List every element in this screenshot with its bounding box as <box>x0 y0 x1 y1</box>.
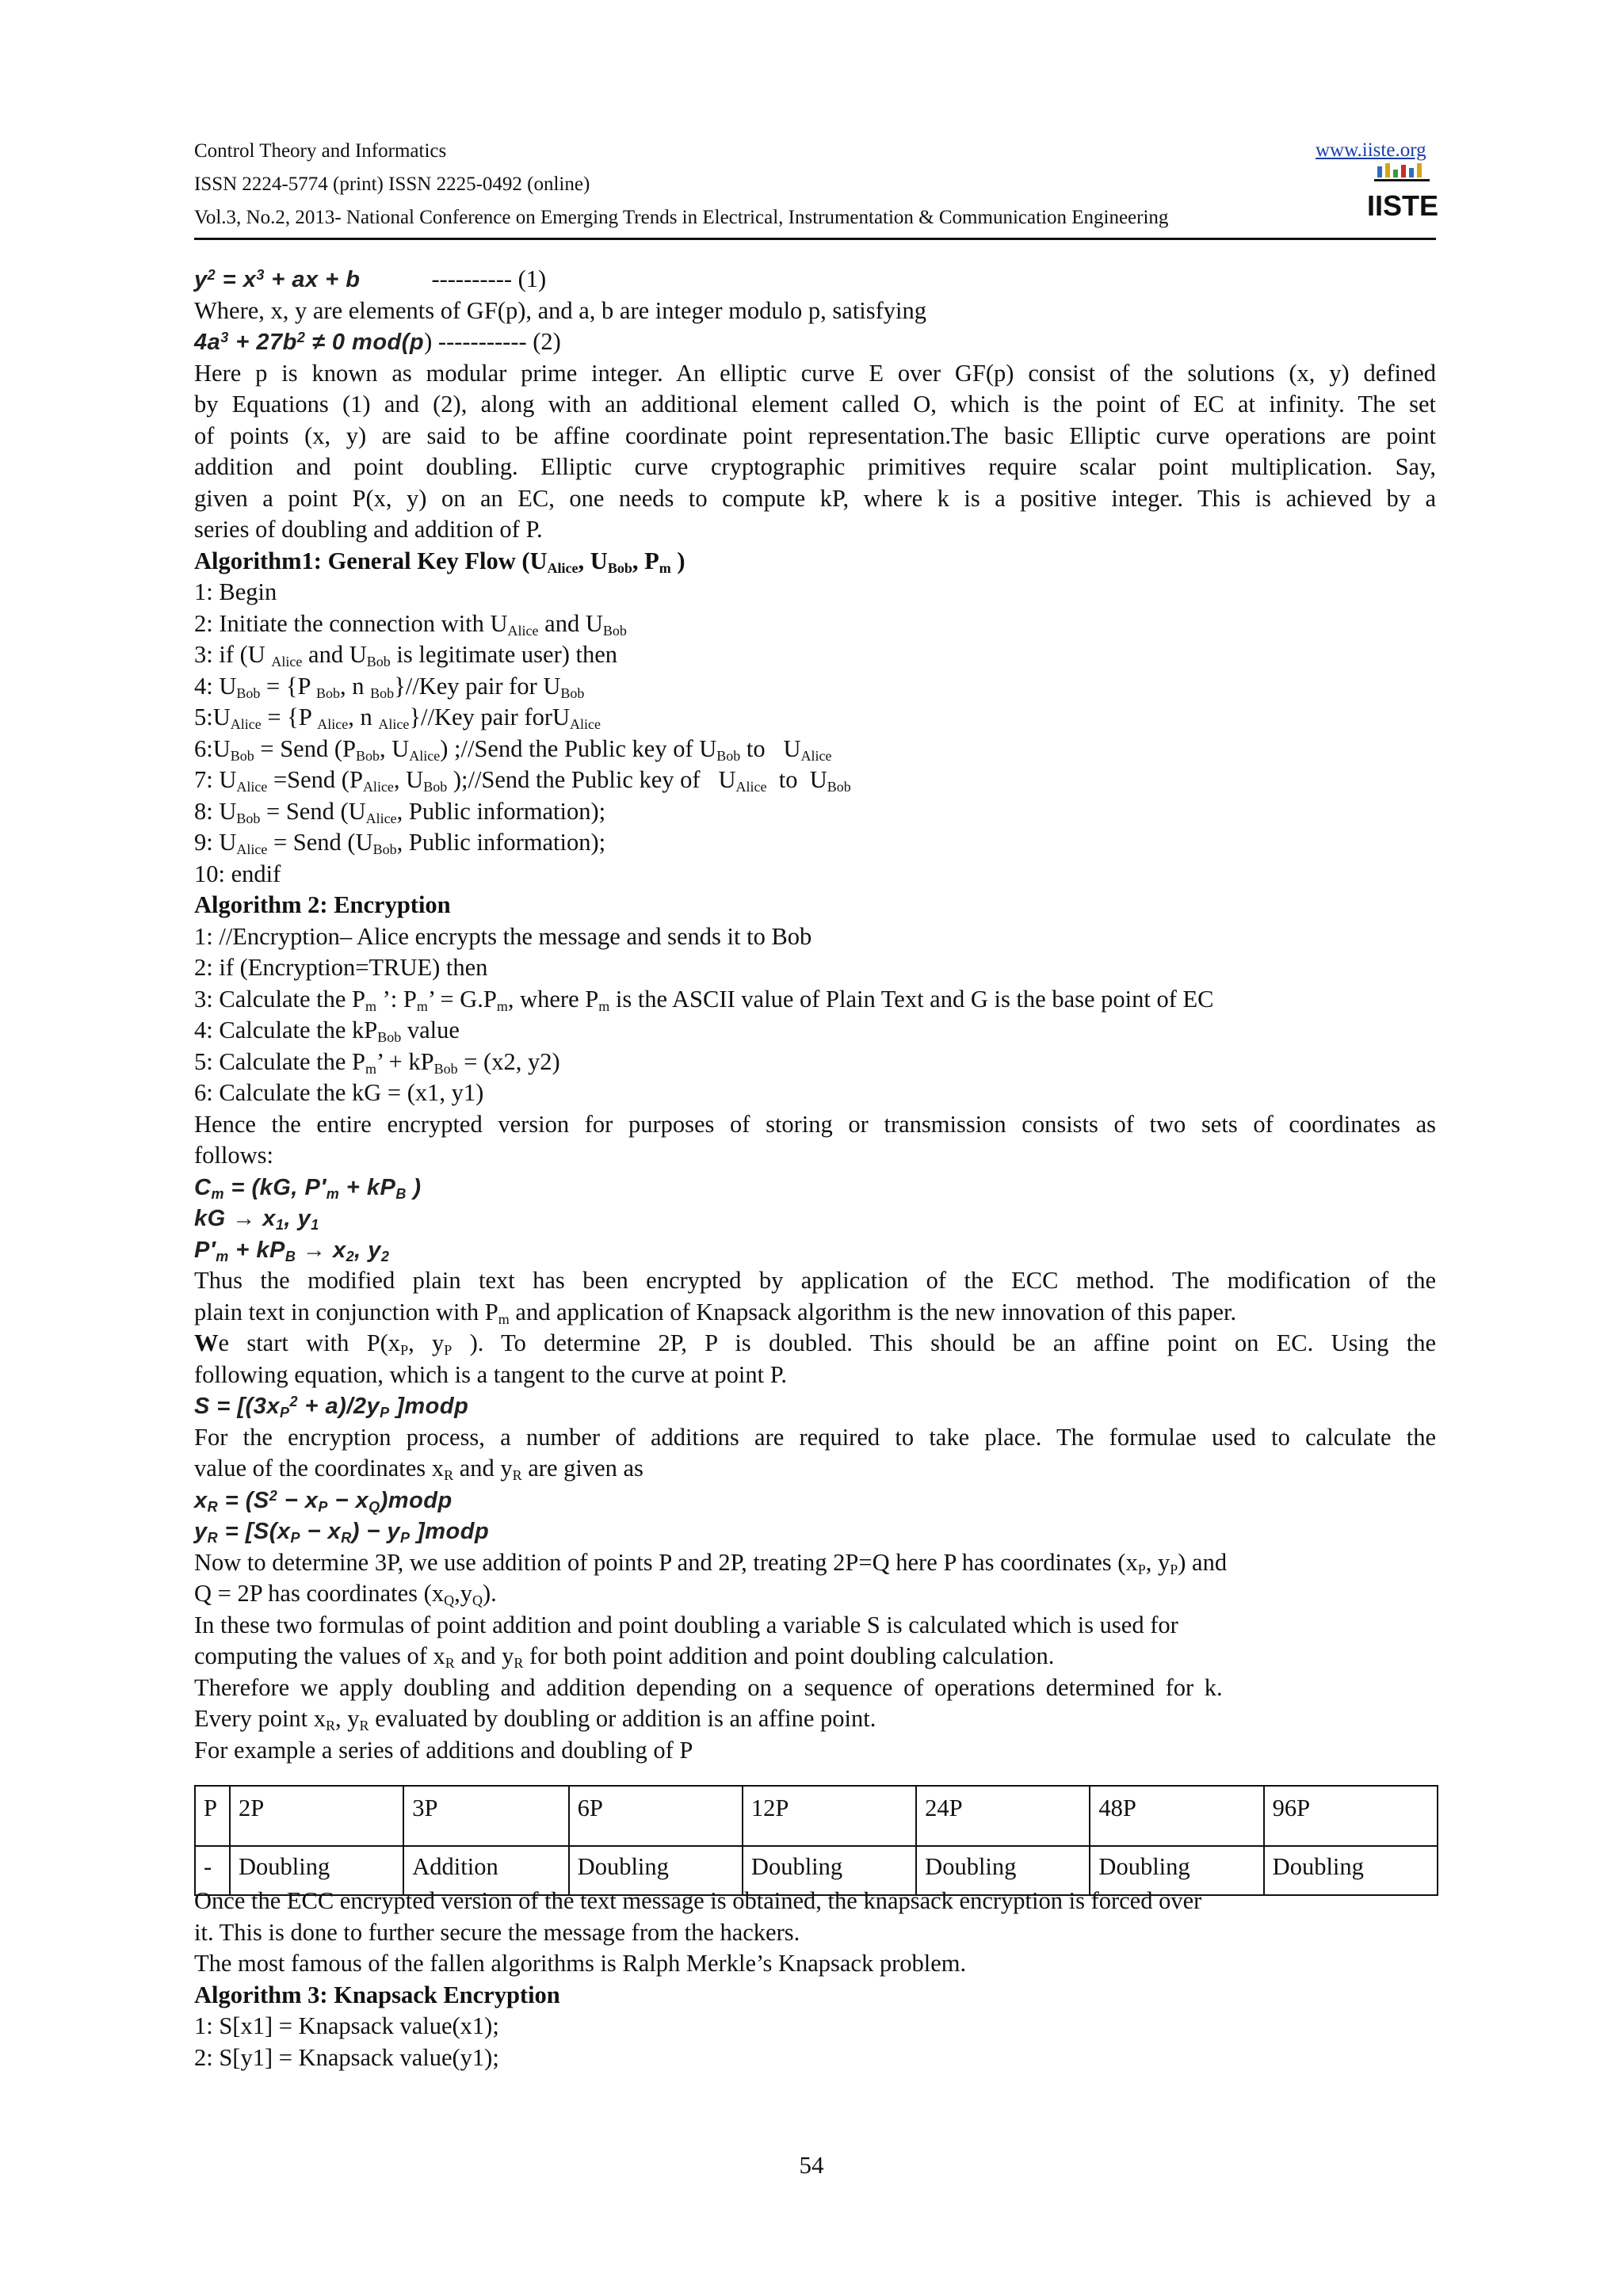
svg-text:IISTE: IISTE <box>1366 189 1439 222</box>
equation-1-line: $y^2 = x^3$ + ax + b ---------- (1) <box>194 265 547 292</box>
journal-name: Control Theory and Informatics <box>194 140 447 162</box>
equation-2-line: $4a^3 + 27b^2 \ne 0$ mod(p) ----------- (2) <box>194 328 561 355</box>
algorithm-3-title: Algorithm 3: Knapsack Encryption <box>194 1981 560 2008</box>
operations-table <box>194 1785 1438 1896</box>
table-cell: 96P <box>1264 1786 1438 1846</box>
header-rule <box>194 238 1436 240</box>
table-cell: Doubling <box>916 1846 1090 1895</box>
equation-2: $4a^3 + 27b^2 \ne 0$ mod(p <box>194 330 425 355</box>
website-link[interactable]: www.iiste.org <box>1316 139 1426 161</box>
table-cell: Doubling <box>230 1846 403 1895</box>
pm-equation: $P'_m + kP_B \to x_2$, $y_2$ <box>194 1237 390 1264</box>
table-cell: 6P <box>569 1786 743 1846</box>
table-cell: Doubling <box>569 1846 743 1895</box>
table-cell: Doubling <box>1264 1846 1438 1895</box>
article-body: $y^2 = x^3$ + ax + b ---------- (1) Where, x, y are elements of GF(p), and a, b are integer modulo p, satisfying $4a^3 + 27b^2 \ne 0$ mod(p) ----------- (2) Here p is known as modular prime integer. An elliptic curve E over GF(p) consist of the solutions (x, y) defined by Equations (1) and (2), along with an additional element called O, which is the point of EC at infinity. The set of points (x, y) are said to be affine coordinate point representation.The basic Elliptic curve operations are point addition and point doubling. Elliptic curve cryptographic primitives require scalar point multiplication. Say, given a point P(x, y) on an EC, one needs to compute kP, where k is a positive integer. This is achieved by a series of doubling and addition of P. Algorithm1: General Key Flow ($U_{Alice}$, $U_{Bob}$, $P_m$ ) 1: Begin 2: Initiate the connection with $U_{Alice}$ and $U_{Bob}$ 3: if (U $_{Alice}$ and $U_{Bob}$ is legitimate user) then 4: $U_{Bob} = \{P$ $_{Bob}$, n $_{Bob}$}//Key pair for $U_{Bob}$ $5:U_{Alice} = \{P$ $_{Alice}$, n $_{Alice}$}//Key pair forU$_{Alice}$ $6:U_{Bob}$ = Send ($P_{Bob}$, $U_{Alice}$) ;//Send the Public key of $U_{Bob}$ to $U_{Alice}$ 7: $U_{Alice}$ =Send ($P_{Alice}$, $U_{Bob}$ );//Send the Public key of $U_{Alice}$ to $U_{Bob}$ 8: $U_{Bob}$ = Send ($U_{Alice}$, Public information); 9: $U_{Alice}$ = Send ($U_{Bob}$, Public information); 10: endif Algorithm 2: Encryption 1: //Encryption– Alice encrypts the message and sends it to Bob 2: if (Encryption=TRUE) then 3: Calculate the $P_m$ ’: $P_m$’ = $G.P_m$, where $P_m$ is the ASCII value of Plain Text and G is the base point of EC 4: Calculate the $kP_{Bob}$ value 5: Calculate the $P_m$’ + $kP_{Bob} = (x2$, y2) 6: Calculate the kG = (x1, y1) Hence the entire encrypted version for purposes of storing or transmission consists of two sets of coordinates as follows: $C_m = (kG$, $P'_m + kP_B$ ) kG → $x_1$, $y_1$ $P'_m + kP_B \to x_2$, $y_2$ Thus the modified plain text has been encrypted by application of the ECC method. The modification of the plain text in conjunction with $P_m$ and application of Knapsack algorithm is the new innovation of this paper. We start with $P(x_P$, $y_P$ ). To determine 2P, P is doubled. This should be an affine point on EC. Using the following equation, which is a tangent to the curve at point P. $S = [(3x_P^2 + a)/2y_P$ ]modp For the encryption process, a number of additions are required to take place. The formulae used to calculate the value of the coordinates $x_R$ and $y_R$ are given as $x_R = (S^2 - x_P$ − $x_Q)modp$ $y_R = [S(x_P - x_R) - y_P$ ]modp Now to determine 3P, we use addition of points P and 2P, treating 2P=Q here P has coordinates ($x_P$, $y_P$) and Q = 2P has coordinates $(x_Q,y_Q)$. In these two formulas of point addition and point doubling a variable S is calculated which is used for computing the values of $x_R$ and $y_R$ for both point addition and point doubling calculation. Therefore we apply doubling and addition depending on a sequence of operations determined for k. Every point $x_R$, $y_R$ evaluated by doubling or addition is an affine point. For example a series of additions and doubling of P <box>194 265 1436 1764</box>
volume-line: Vol.3, No.2, 2013- National Conference on Emerging Trends in Electrical, Instrumentation & Communication Engineering <box>194 207 1169 228</box>
xr-equation: $x_R = (S^2 - x_P$ − $x_Q)modp$ <box>194 1487 453 1515</box>
slope-equation: $S = [(3x_P^2 + a)/2y_P$ ]modp <box>194 1394 469 1421</box>
table-cell: - <box>195 1846 230 1895</box>
table-cell: 12P <box>743 1786 916 1846</box>
table-row <box>195 1786 1438 1846</box>
algorithm-1-title: Algorithm1: General Key Flow ($U_{Alice}$, $U_{Bob}$, $P_m$ ) <box>194 547 685 576</box>
table-cell: 24P <box>916 1786 1090 1846</box>
table-cell: P <box>195 1786 230 1846</box>
issn-line: ISSN 2224-5774 (print) ISSN 2225-0492 (online) <box>194 174 590 195</box>
yr-equation: $y_R = [S(x_P - x_R) - y_P$ ]modp <box>194 1519 490 1546</box>
iiste-logo-icon <box>1366 163 1439 227</box>
equation-1: $y^2 = x^3$ + ax + b <box>194 267 361 292</box>
page-number: 54 <box>799 2151 824 2179</box>
table-cell: 3P <box>403 1786 568 1846</box>
table-cell: 2P <box>230 1786 403 1846</box>
algorithm-2-title: Algorithm 2: Encryption <box>194 891 451 918</box>
after-table-text: Once the ECC encrypted version of the text message is obtained, the knapsack encryption is forced over it. This is done to further secure the message from the hackers. The most famous of the fallen algorithms is Ralph Merkle’s Knapsack problem. Algorithm 3: Knapsack Encryption 1: S[x1] = Knapsack value(x1); 2: S[y1] = Knapsack value(y1); <box>194 1886 1436 2073</box>
table-cell: Doubling <box>1090 1846 1263 1895</box>
cipher-equation: $C_m = (kG$, $P'_m + kP_B$ ) <box>194 1174 422 1202</box>
table-cell: 48P <box>1090 1786 1263 1846</box>
kg-equation: kG → $x_1$, $y_1$ <box>194 1206 319 1233</box>
where-line: Where, x, y are elements of GF(p), and a, b are integer modulo p, satisfying <box>194 296 927 324</box>
table-cell: Doubling <box>743 1846 916 1895</box>
table-cell: Addition <box>403 1846 568 1895</box>
